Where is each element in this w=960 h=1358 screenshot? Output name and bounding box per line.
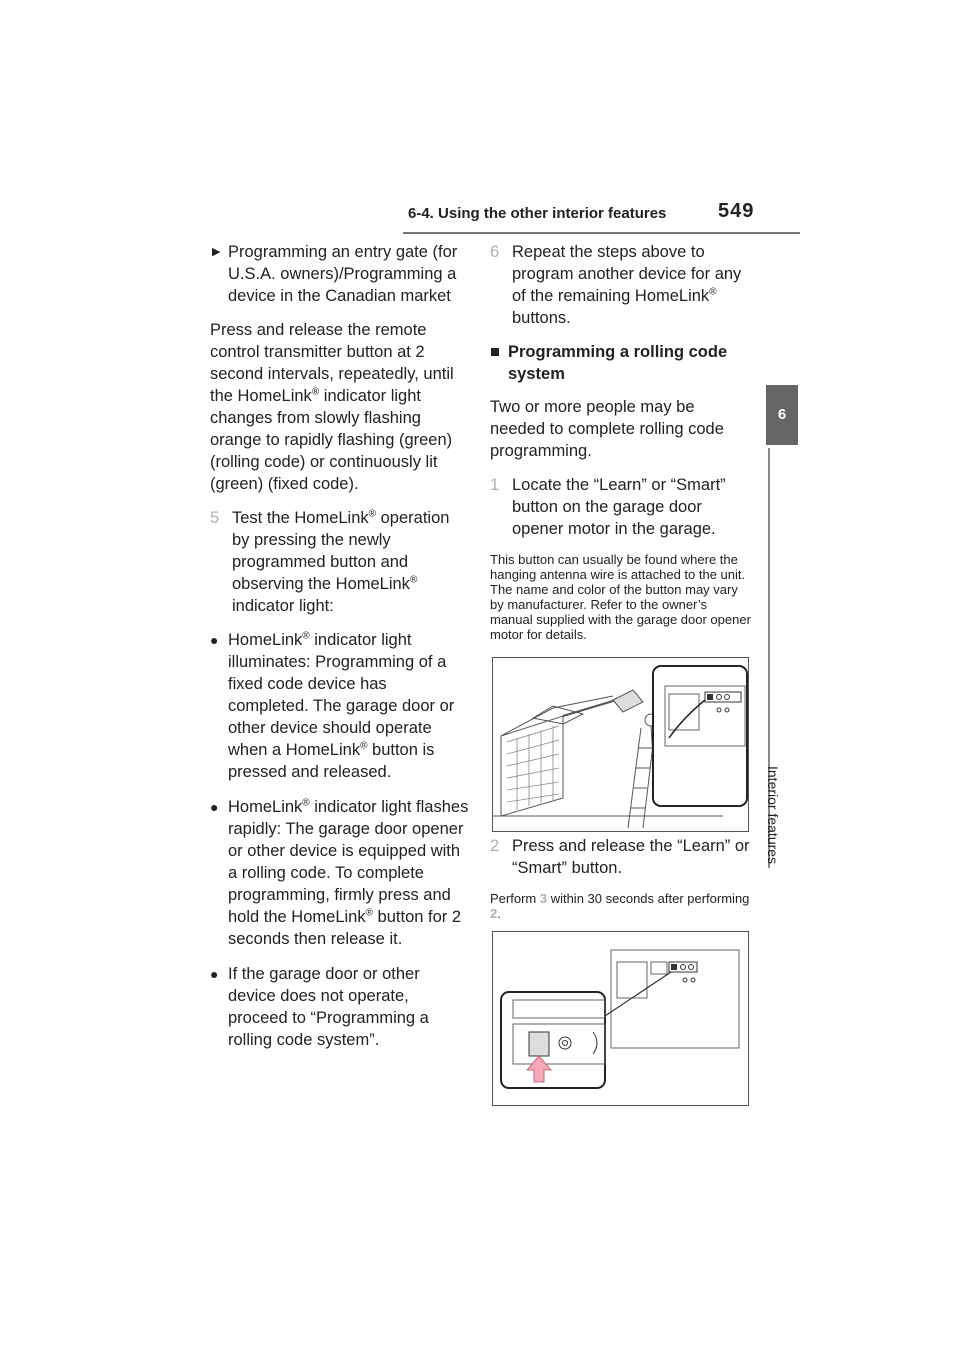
right-column — [490, 241, 752, 660]
bullet-item: ● HomeLink® indicator light illuminates: Programming of a fixed code device has completed. The garage door or other device should operate when a HomeLink® button is pressed and released. — [210, 630, 455, 781]
step-2: 2 Press and release the “Learn” or “Smart” button. — [490, 837, 750, 877]
step-number: 6 — [490, 243, 500, 261]
subsection-heading: ■ Programming a rolling code system — [490, 343, 728, 383]
step-number: 5 — [210, 509, 220, 527]
note-paragraph: This button can usually be found where the hanging antenna wire is attached to the unit. The name and color of the button may vary by manufacturer. Refer to the owner’s manual supplied with the garage door opener motor for details. — [490, 552, 751, 642]
garage-opener-illustration — [492, 657, 749, 832]
bullet-icon: ● — [210, 966, 219, 982]
arrow-item: ▶ Programming an entry gate (for U.S.A. owners)/Programming a device in the Canadian market — [212, 243, 458, 305]
step-number: 2 — [490, 837, 500, 855]
bullet-item: ● If the garage door or other device does not operate, proceed to “Programming a rolling code system”. — [210, 965, 429, 1049]
bullet-item: ● HomeLink® indicator light flashes rapidly: The garage door opener or other device is equipped with a rolling code. To complete programming, firmly press and hold the HomeLink® button for 2 seconds then release it. — [210, 797, 469, 948]
chapter-label: Interior features — [765, 766, 781, 865]
bullet-icon: ● — [210, 632, 219, 648]
right-column-lower — [490, 835, 752, 939]
learn-button-illustration — [492, 931, 749, 1106]
left-column — [210, 241, 470, 1064]
square-icon: ■ — [490, 343, 500, 361]
section-title: 6-4. Using the other interior features — [408, 205, 667, 222]
step-6: 6 Repeat the steps above to program another device for any of the remaining HomeLink® buttons. — [490, 243, 742, 327]
step-1: 1 Locate the “Learn” or “Smart” button on the garage door opener motor in the garage. — [490, 476, 726, 538]
chapter-tab[interactable]: 6 — [766, 385, 798, 445]
header-divider — [403, 232, 800, 234]
timing-note: Perform 3 within 30 seconds after performing 2. — [490, 891, 750, 921]
step-5: 5 Test the HomeLink® operation by pressing the newly programmed button and observing the HomeLink® indicator light: — [210, 508, 450, 615]
bullet-icon: ● — [210, 799, 219, 815]
page-number: 549 — [718, 200, 755, 222]
intro-paragraph: Two or more people may be needed to complete rolling code programming. — [490, 398, 724, 460]
arrow-icon: ▶ — [212, 246, 221, 258]
step-number: 1 — [490, 476, 500, 494]
instruction-paragraph: Press and release the remote control transmitter button at 2 second intervals, repeatedly, until the HomeLink® indicator light changes from slowly flashing orange to rapidly flashing (green) (rolling code) or continuously lit (green) (fixed code). — [210, 321, 454, 493]
